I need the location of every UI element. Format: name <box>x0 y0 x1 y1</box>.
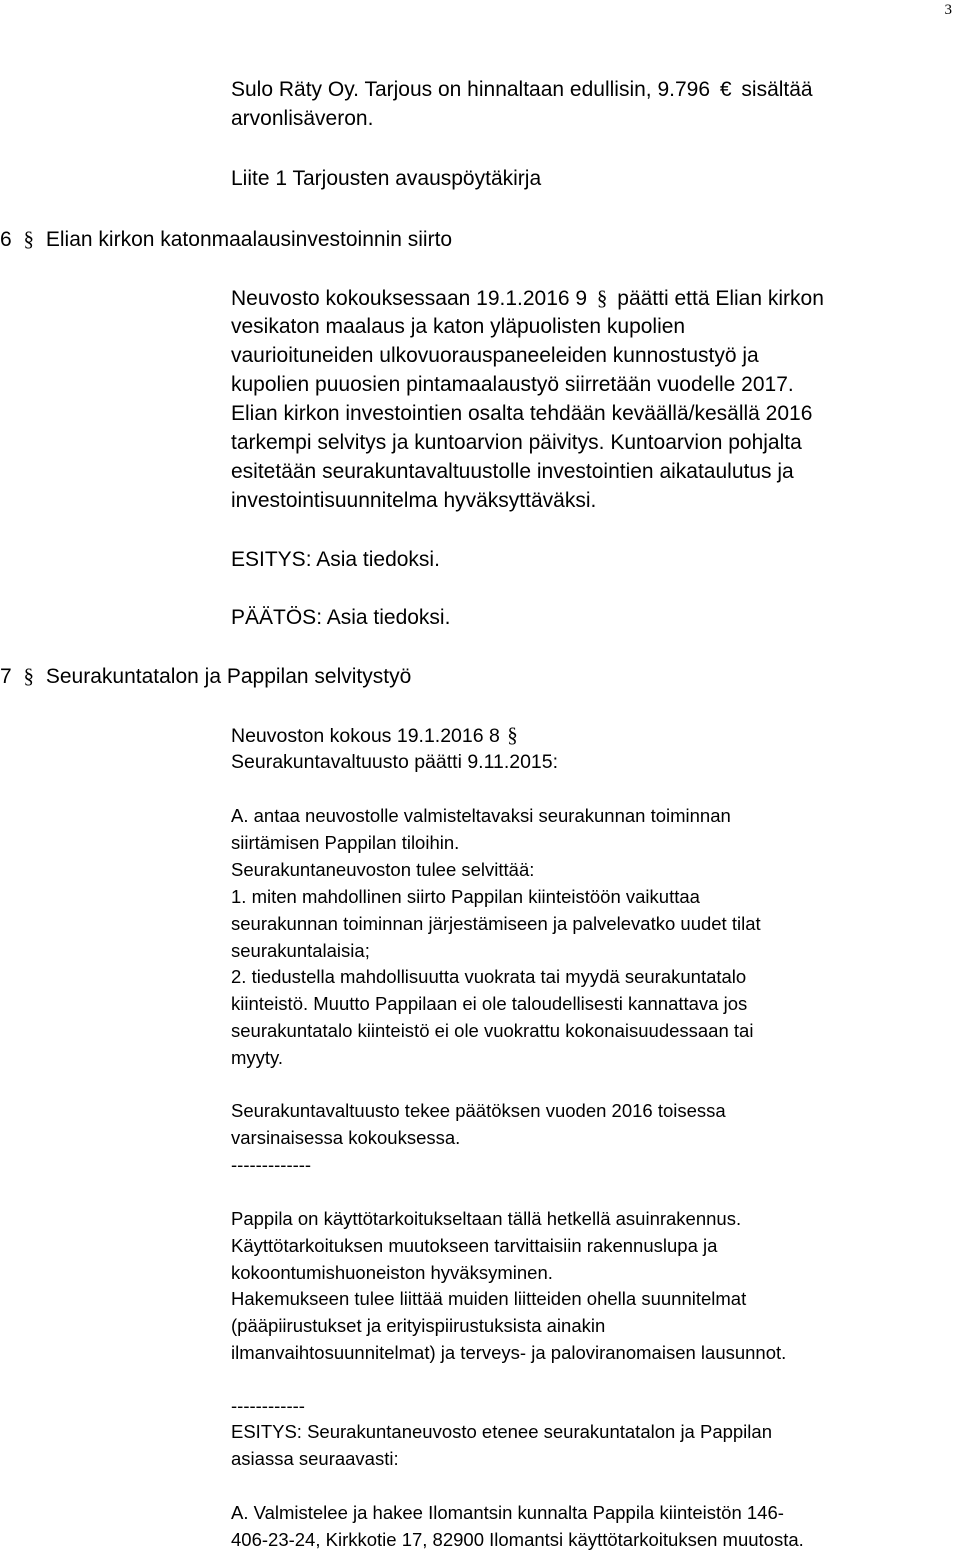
section-heading-7 <box>0 664 411 689</box>
text: Neuvosto kokouksessaan 19.1.2016 9 <box>231 287 588 310</box>
separator-line: ------------ <box>231 1395 305 1416</box>
paragraph-line: Pappila on käyttötarkoitukseltaan tällä hetkellä asuinrakennus. <box>231 1208 742 1229</box>
text: Neuvoston kokous 19.1.2016 8 <box>231 725 500 747</box>
proposal-line: ESITYS: Asia tiedoksi. <box>231 548 440 571</box>
section-symbol: § <box>23 664 35 688</box>
paragraph-line <box>231 78 813 102</box>
paragraph-line: esitetään seurakuntavaltuustolle investointien aikataulutus ja <box>231 460 794 483</box>
paragraph-line: 2. tiedustella mahdollisuutta vuokrata tai myydä seurakuntatalo <box>231 966 747 987</box>
section-symbol: § <box>596 286 608 310</box>
paragraph-line: seurakunnan toiminnan järjestämiseen ja palvelevatko uudet tilat <box>231 913 761 934</box>
paragraph-line: seurakuntatalo kiinteistö ei ole vuokrattu kokonaisuudessaan tai <box>231 1020 754 1041</box>
paragraph-line: Elian kirkon investointien osalta tehdään keväällä/kesällä 2016 <box>231 402 813 425</box>
council-line: Seurakuntavaltuusto päätti 9.11.2015: <box>231 751 559 773</box>
section-symbol: § <box>507 723 518 747</box>
paragraph-line: A. Valmistelee ja hakee Ilomantsin kunnalta Pappila kiinteistön 146- <box>231 1502 784 1523</box>
section-title: Seurakuntatalon ja Pappilan selvitystyö <box>45 665 412 688</box>
section-title: Elian kirkon katonmaalausinvestoinnin siirto <box>45 228 453 251</box>
meeting-line <box>231 723 518 748</box>
paragraph-line: Seurakuntaneuvoston tulee selvittää: <box>231 859 535 880</box>
paragraph-line: vaurioituneiden ulkovuorauspaneeleiden kunnostustyö ja <box>231 344 759 367</box>
paragraph-line: ilmanvaihtosuunnitelmat) ja terveys- ja paloviranomaisen lausunnot. <box>231 1342 787 1363</box>
paragraph-line: 406-23-24, Kirkkotie 17, 82900 Ilomantsi käyttötarkoituksen muutosta. <box>231 1529 804 1550</box>
section-symbol: § <box>23 227 35 251</box>
paragraph-line: kupolien puuosien pintamaalaustyö siirretään vuodelle 2017. <box>231 373 794 396</box>
proposal-line: asiassa seuraavasti: <box>231 1448 399 1469</box>
text: sisältää <box>741 78 813 101</box>
currency-symbol: € <box>719 78 732 101</box>
paragraph-line: Seurakuntavaltuusto tekee päätöksen vuoden 2016 toisessa <box>231 1100 726 1121</box>
paragraph-line: arvonlisäveron. <box>231 107 374 130</box>
paragraph-line: tarkempi selvitys ja kuntoarvion päivitys. Kuntoarvion pohjalta <box>231 431 802 454</box>
attachment-line: Liite 1 Tarjousten avauspöytäkirja <box>231 167 542 190</box>
section-heading-6 <box>0 227 452 252</box>
paragraph-line: Hakemukseen tulee liittää muiden liitteiden ohella suunnitelmat <box>231 1288 747 1309</box>
paragraph-line: siirtämisen Pappilan tiloihin. <box>231 832 460 853</box>
page-number: 3 <box>944 2 952 18</box>
paragraph-line: vesikaton maalaus ja katon yläpuolisten kupolien <box>231 315 686 338</box>
text: päätti että Elian kirkon <box>617 287 824 310</box>
paragraph-line: Käyttötarkoituksen muutokseen tarvittaisiin rakennuslupa ja <box>231 1235 718 1256</box>
paragraph-line: A. antaa neuvostolle valmisteltavaksi seurakunnan toiminnan <box>231 805 731 826</box>
section-number: 7 <box>0 665 12 688</box>
paragraph-line: kokoontumishuoneiston hyväksyminen. <box>231 1262 553 1283</box>
paragraph-line: seurakuntalaisia; <box>231 940 370 961</box>
paragraph-line: myyty. <box>231 1047 284 1068</box>
paragraph-line: investointisuunnitelma hyväksyttäväksi. <box>231 489 597 512</box>
decision-line: PÄÄTÖS: Asia tiedoksi. <box>231 606 451 629</box>
paragraph-line: kiinteistö. Muutto Pappilaan ei ole taloudellisesti kannattava jos <box>231 993 748 1014</box>
section-number: 6 <box>0 228 12 251</box>
text: Sulo Räty Oy. Tarjous on hinnaltaan edullisin, 9.796 <box>231 78 711 101</box>
meeting-line <box>231 286 824 311</box>
separator-line: ------------- <box>231 1154 312 1175</box>
paragraph-line: varsinaisessa kokouksessa. <box>231 1127 461 1148</box>
proposal-line: ESITYS: Seurakuntaneuvosto etenee seurakuntatalon ja Pappilan <box>231 1421 772 1442</box>
paragraph-line: (pääpiirustukset ja erityispiirustuksista ainakin <box>231 1315 606 1336</box>
paragraph-line: 1. miten mahdollinen siirto Pappilan kiinteistöön vaikuttaa <box>231 886 700 907</box>
